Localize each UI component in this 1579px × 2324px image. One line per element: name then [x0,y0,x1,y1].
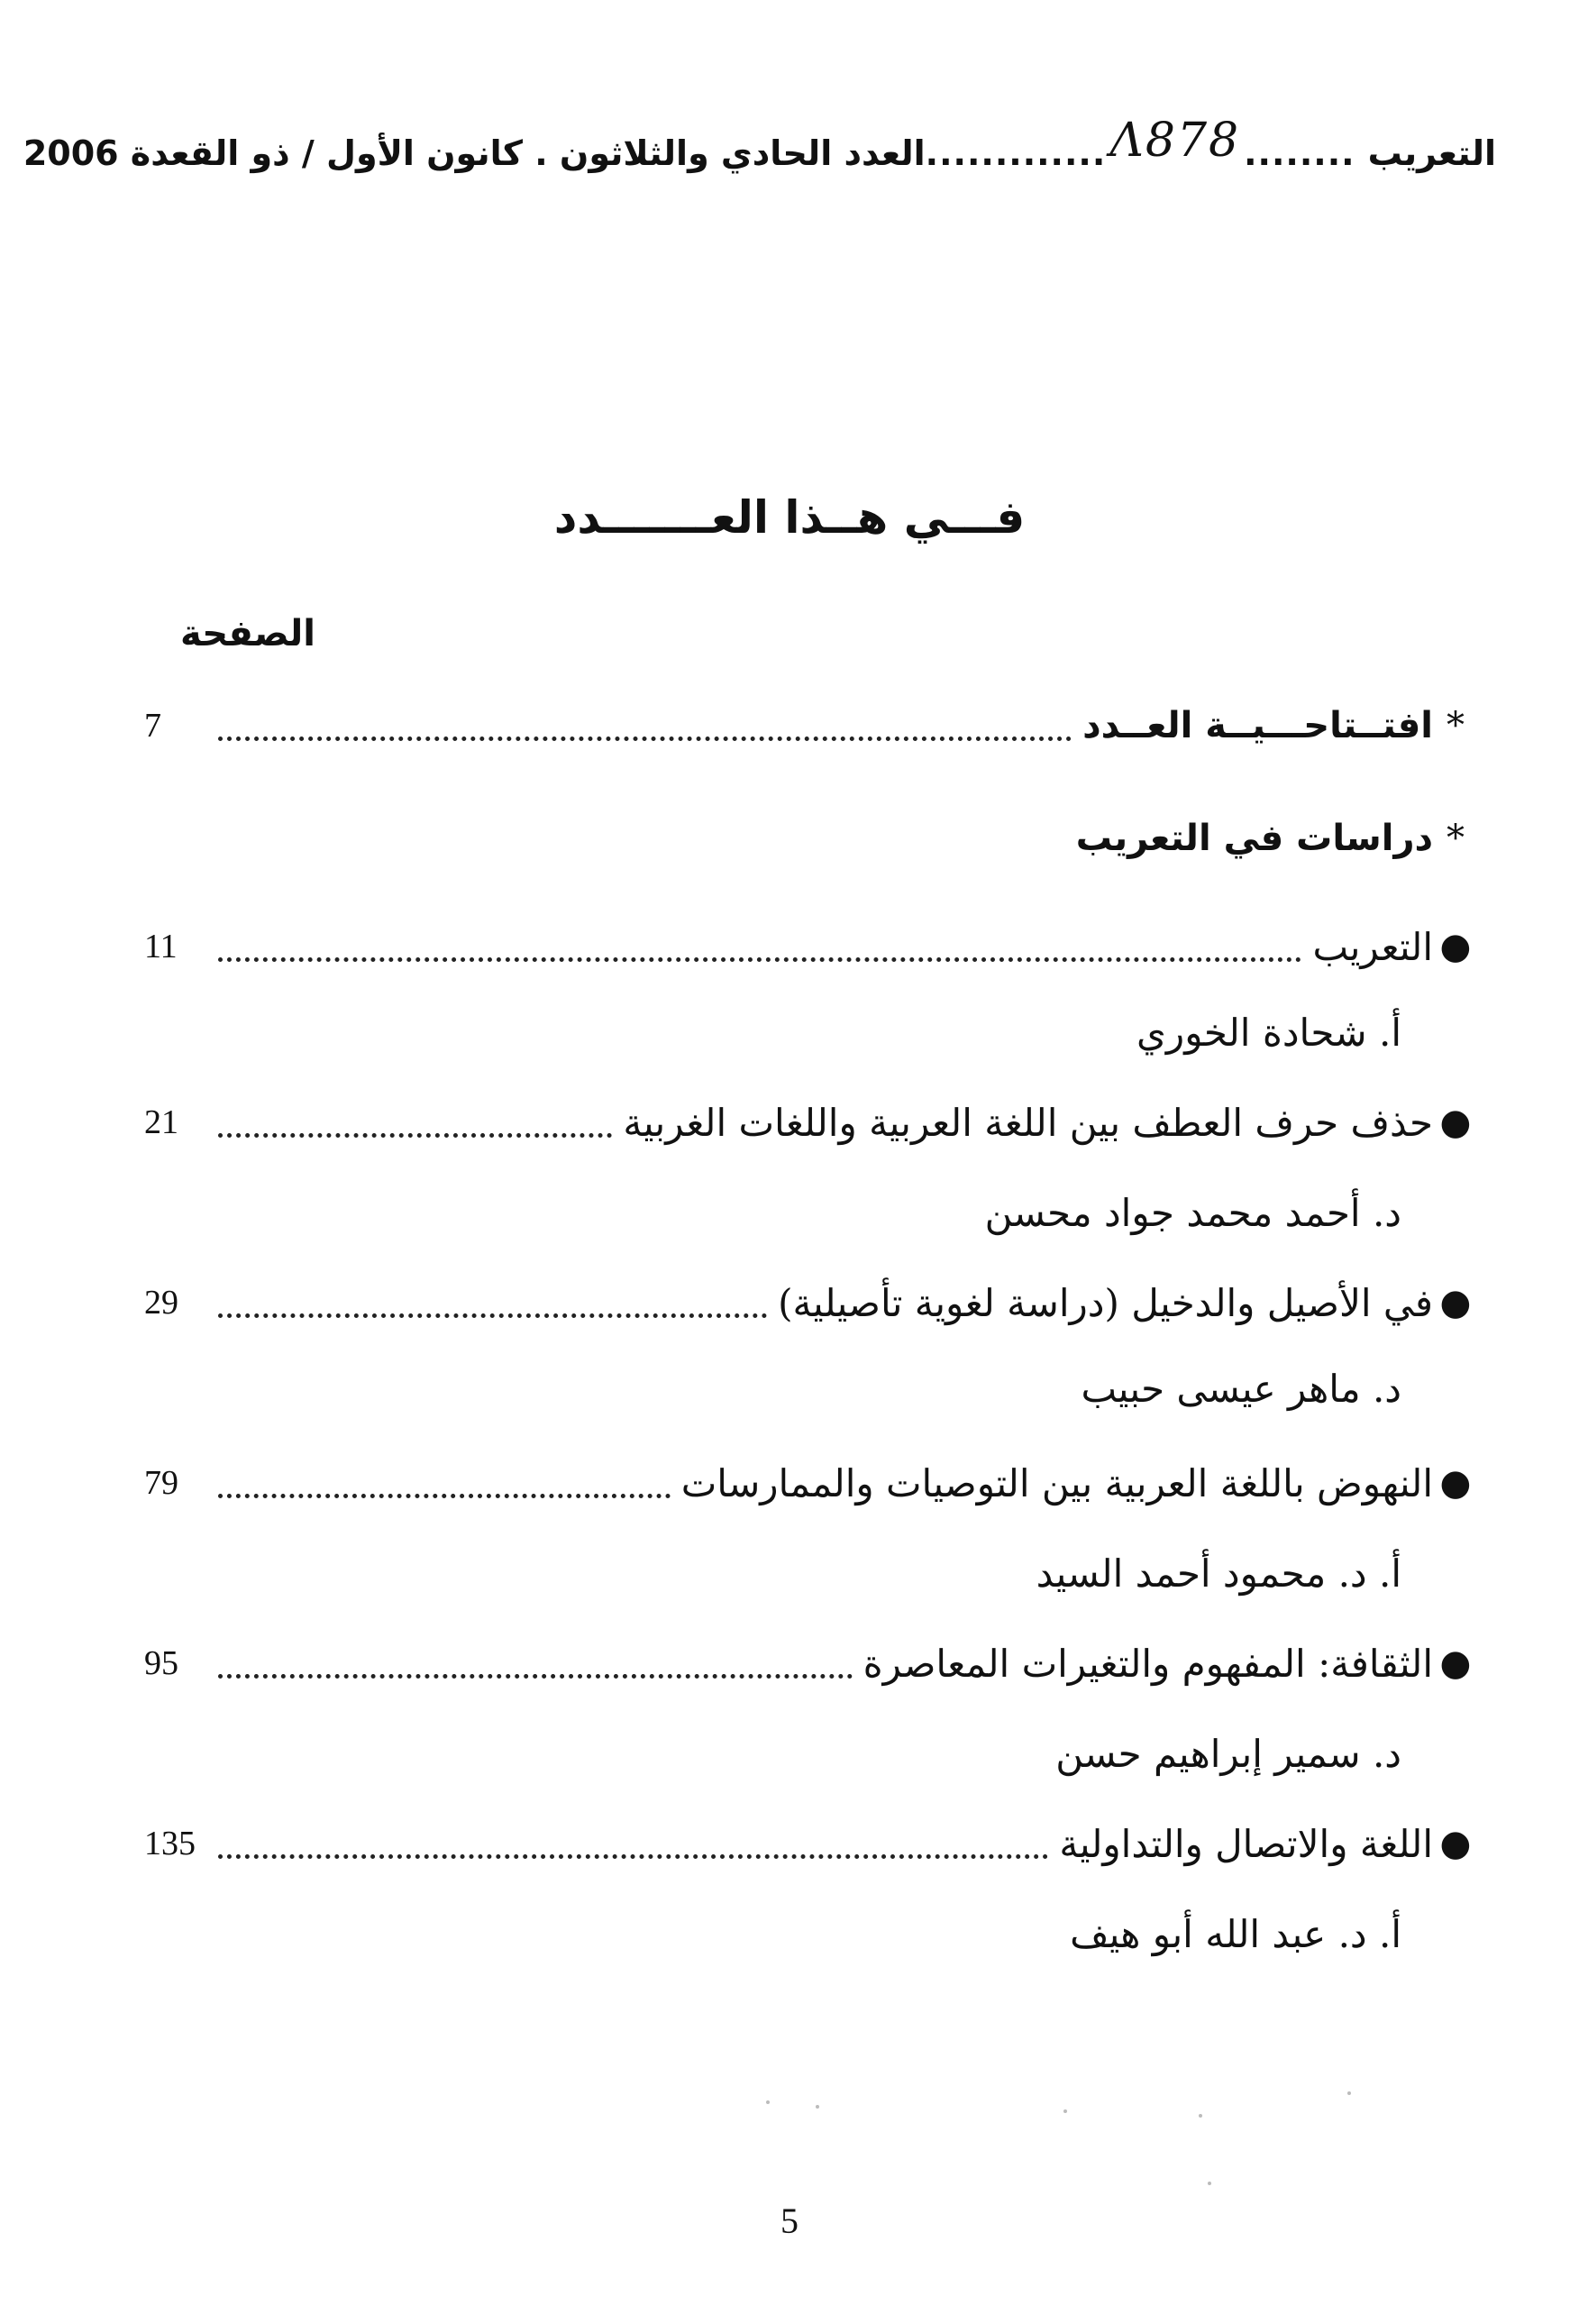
bullet-icon: ● [1439,1823,1472,1864]
toc-section-editorial[interactable] [144,694,1478,757]
dot-leader [218,1313,767,1318]
scan-speck [1347,2091,1351,2095]
header-leader-dots: ........ [1244,133,1355,173]
article-title: التعريب [1312,924,1433,969]
article-author: د. سمير إبراهيم حسن [1055,1731,1401,1776]
footer-page-number: 5 [780,2200,799,2241]
toc-page-number: 11 [144,928,178,965]
journal-name: التعريب [1367,133,1496,173]
toc-article-3[interactable] [144,1271,1478,1334]
toc-page-number: 95 [144,1644,178,1682]
article-title: النهوض باللغة العربية بين التوصيات والممارسات [680,1460,1433,1505]
toc-article-4[interactable] [144,1451,1478,1514]
article-author: أ. د. عبد الله أبو هيف [1070,1911,1401,1956]
toc-article-6[interactable] [144,1812,1478,1875]
dot-leader [218,1494,671,1498]
toc-page-number: 135 [144,1825,196,1862]
article-author: د. ماهر عيسى حبيب [1081,1366,1401,1411]
scan-speck [1199,2114,1202,2118]
page-title: فـــي هــذا العـــــــدد [553,491,1026,544]
header-trailing-dots: ............. [925,133,1107,173]
toc-article-1[interactable] [144,915,1478,978]
page-column-label: الصفحة [180,613,316,654]
issue-info: العدد الحادي والثلاثون . كانون الأول / ذو القعدة 2006 [23,133,926,173]
bullet-icon: ● [1439,1462,1472,1504]
toc-page-number: 7 [144,707,161,745]
scan-speck [816,2105,819,2109]
bullet-icon: ● [1439,1642,1472,1684]
bullet-icon: ● [1439,1282,1472,1323]
handwritten-mark: Λ878 [1109,114,1241,168]
journal-header [23,114,1496,189]
toc-page-number: 79 [144,1464,178,1502]
toc-article-5[interactable] [144,1632,1478,1695]
toc-section-title: افتــتاحـــيــة العــدد [1082,705,1433,746]
article-author: د. أحمد محمد جواد محسن [984,1190,1401,1235]
scan-speck [766,2100,770,2104]
article-author: أ. د. محمود أحمد السيد [1036,1551,1401,1596]
bullet-icon: ● [1439,926,1472,967]
toc-page-number: 21 [144,1103,178,1141]
article-author: أ. شحادة الخوري [1136,1010,1401,1055]
article-title: حذف حرف العطف بين اللغة العربية واللغات الغربية [623,1100,1433,1145]
toc-section-title: دراسات في التعريب [1075,818,1433,859]
bullet-icon: ● [1439,1102,1472,1143]
dot-leader [218,737,1072,741]
article-title: اللغة والاتصال والتداولية [1059,1821,1433,1866]
article-title: في الأصيل والدخيل (دراسة لغوية تأصيلية) [778,1280,1433,1325]
toc-section-studies[interactable] [144,807,1478,870]
dot-leader [218,1133,612,1138]
dot-leader [218,1854,1048,1859]
asterisk-marker: * [1447,818,1465,859]
dot-leader [218,957,1301,962]
scan-speck [1063,2109,1067,2113]
toc-article-2[interactable] [144,1091,1478,1154]
dot-leader [218,1674,853,1679]
scan-speck [1208,2182,1211,2185]
article-title: الثقافة: المفهوم والتغيرات المعاصرة [863,1641,1433,1686]
asterisk-marker: * [1447,705,1465,746]
toc-page-number: 29 [144,1284,178,1322]
